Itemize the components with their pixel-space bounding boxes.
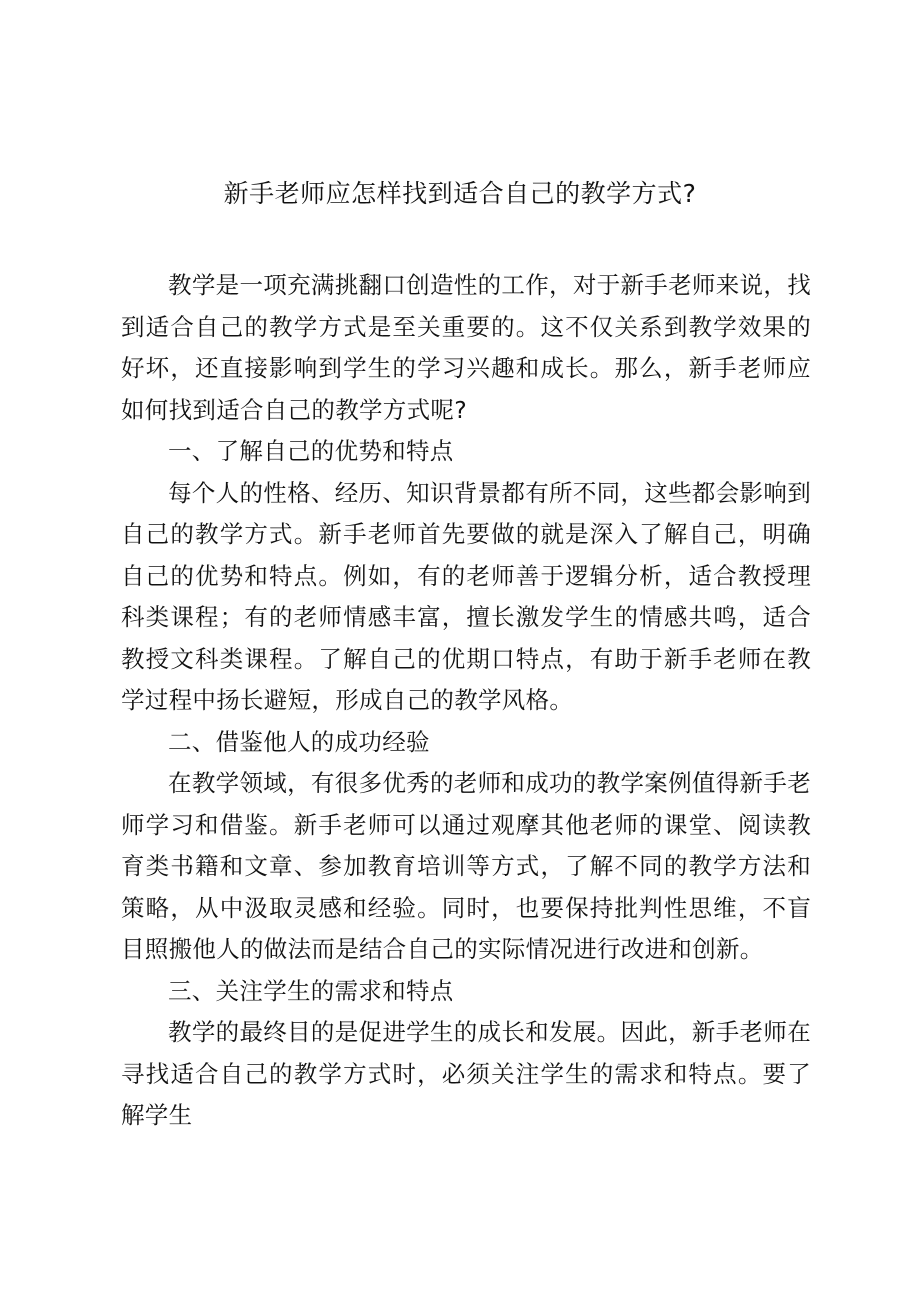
section-heading-2: 二、借鉴他人的成功经验: [168, 727, 430, 756]
intro-paragraph: 教学是一项充满挑翻口创造性的工作，对于新手老师来说，找到适合自己的教学方式是至关重要的。这不仅关系到教学效果的好坏，还直接影响到学生的学习兴趣和成长。那么，新手老师应如何找到适合自己的教学方式呢?: [121, 271, 811, 424]
section-paragraph-1: 每个人的性格、经历、知识背景都有所不同，这些都会影响到自己的教学方式。新手老师首先要做的就是深入了解自己，明确自己的优势和特点。例如，有的老师善于逻辑分析，适合教授理科类课程；有的老师情感丰富，擅长激发学生的情感共鸣，适合教授文科类课程。了解自己的优期口特点，有助于新手老师在教学过程中扬长避短，形成自己的教学风格。: [121, 478, 811, 714]
document-body: [121, 265, 811, 1137]
section-paragraph-2: 在教学领域，有很多优秀的老师和成功的教学案例值得新手老师学习和借鉴。新手老师可以通过观摩其他老师的课堂、阅读教育类书籍和文章、参加教育培训等方式，了解不同的教学方法和策略，从中汲取灵感和经验。同时，也要保持批判性思维，不盲目照搬他人的做法而是结合自己的实际情况进行改进和创新。: [121, 769, 811, 963]
section-heading-3: 三、关注学生的需求和特点: [168, 976, 454, 1005]
document-title: 新手老师应怎样找到适合自己的教学方式?: [223, 179, 697, 208]
section-heading-1: 一、了解自己的优势和特点: [168, 437, 454, 465]
section-paragraph-3: 教学的最终目的是促进学生的成长和发展。因此，新手老师在寻找适合自己的教学方式时，必须关注学生的需求和特点。要了解学生: [121, 1018, 811, 1129]
